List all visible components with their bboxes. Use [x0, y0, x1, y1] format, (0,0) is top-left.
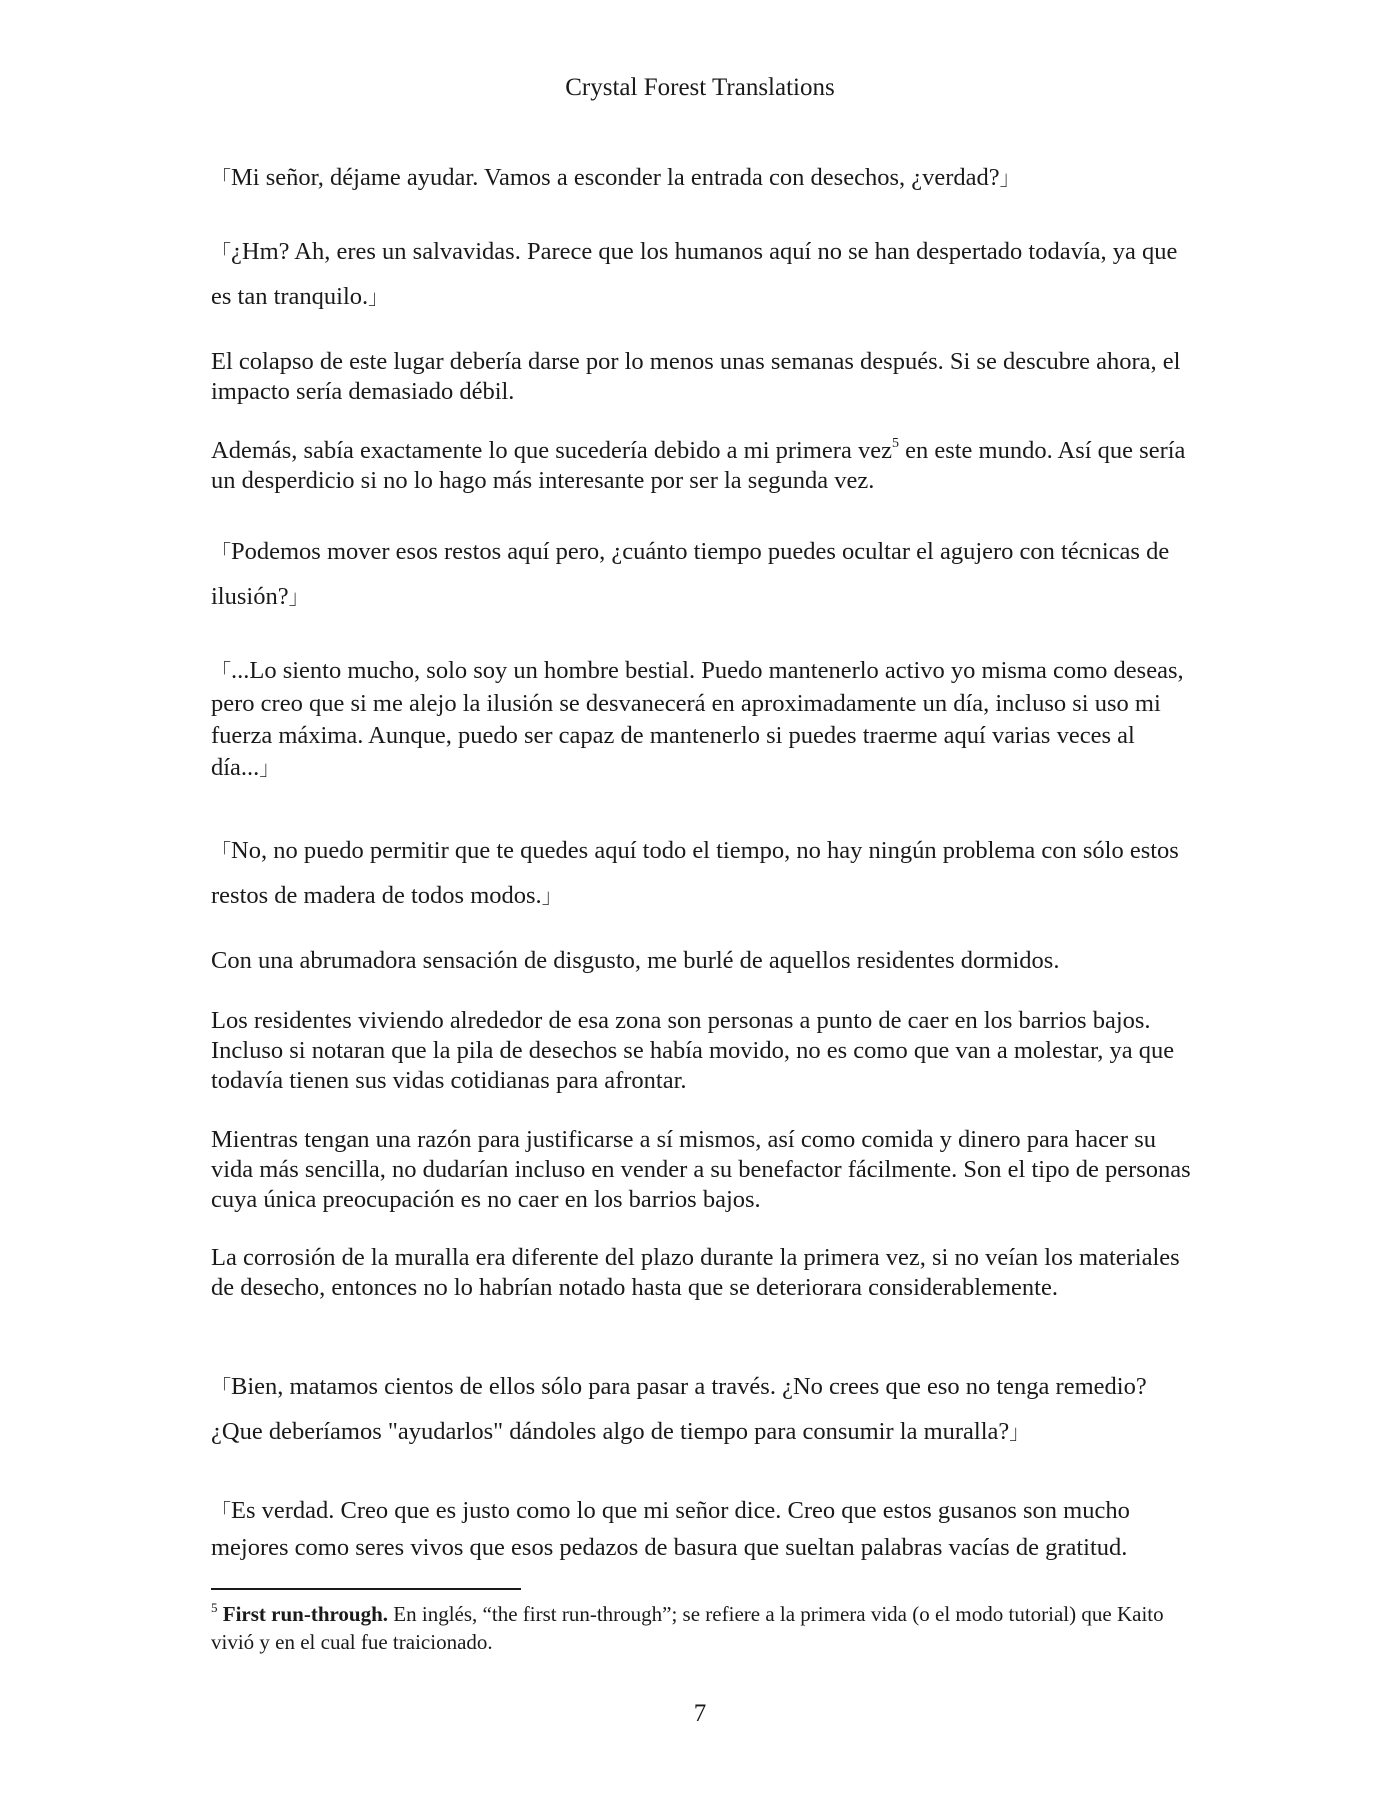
paragraph-text: Bien, matamos cientos de ellos sólo para pasar a través. ¿No crees que eso no tenga remedio? ¿Que deberíamos "ayudarlos" dándoles algo de tiempo para consumir la muralla? — [211, 1373, 1147, 1445]
page-number: 7 — [693, 1700, 707, 1727]
dialogue-paragraph — [211, 163, 1196, 194]
narrative-paragraph: La corrosión de la muralla era diferente del plazo durante la primera vez, si no veían los materiales de desecho, entonces no lo habrían notado hasta que se deteriorara considerablemente. — [211, 1244, 1180, 1301]
dialogue-paragraph — [211, 230, 1196, 320]
narrative-paragraph: Mientras tengan una razón para justificarse a sí mismos, así como comida y dinero para hacer su vida más sencilla, no dudarían incluso en vender a su benefactor fácilmente. Son el tipo de personas cuya única preocupación es no caer en los barrios bajos. — [211, 1126, 1191, 1213]
dialogue-paragraph — [211, 530, 1196, 620]
close-quote-mark: 」 — [259, 758, 280, 780]
open-quote-mark: 「 — [211, 168, 231, 190]
dialogue-paragraph — [211, 655, 1196, 785]
paragraph-text: No, no puedo permitir que te quedes aquí todo el tiempo, no hay ningún problema con sólo estos restos de madera de todos modos. — [211, 837, 1179, 909]
close-quote-mark: 」 — [999, 168, 1020, 190]
open-quote-mark: 「 — [211, 1377, 231, 1399]
narrative-paragraph: El colapso de este lugar debería darse por lo menos unas semanas después. Si se descubre ahora, el impacto sería demasiado débil. — [211, 348, 1181, 405]
narrative-paragraph: Los residentes viviendo alrededor de esa zona son personas a punto de caer en los barrios bajos. Incluso si notaran que la pila de desechos se había movido, no es como que van a molestar, ya que todavía tienen sus vidas cotidianas para afrontar. — [211, 1007, 1175, 1094]
open-quote-mark: 「 — [211, 542, 231, 564]
paragraph-text: Es verdad. Creo que es justo como lo que mi señor dice. Creo que estos gusanos son mucho mejores como seres vivos que esos pedazos de basura que sueltan palabras vacías de gratitud. — [211, 1497, 1130, 1561]
footnote-number: 5 — [211, 1600, 218, 1615]
running-header: Crystal Forest Translations — [565, 74, 835, 101]
close-quote-mark: 」 — [541, 886, 562, 908]
footnote-text: En inglés, “the first run-through”; se refiere a la primera vida (o el modo tutorial) que Kaito vivió y en el cual fue traicionado. — [211, 1602, 1164, 1654]
paragraph-text: Además, sabía exactamente lo que sucedería debido a mi primera vez — [211, 437, 892, 464]
paragraph-text: ¿Hm? Ah, eres un salvavidas. Parece que los humanos aquí no se han despertado todavía, ya que es tan tranquilo. — [211, 238, 1178, 310]
paragraph-text: en este mundo. Así que sería un desperdicio si no lo hago más interesante por ser la segunda vez. — [211, 437, 1186, 494]
close-quote-mark: 」 — [368, 287, 389, 309]
paragraph-text: Podemos mover esos restos aquí pero, ¿cuánto tiempo puedes ocultar el agujero con técnicas de ilusión? — [211, 538, 1170, 610]
footnote-reference: 5 — [891, 436, 899, 451]
open-quote-mark: 「 — [211, 1501, 231, 1523]
open-quote-mark: 「 — [211, 841, 231, 863]
open-quote-mark: 「 — [211, 242, 231, 264]
close-quote-mark: 」 — [288, 587, 309, 609]
dialogue-paragraph — [211, 1365, 1196, 1455]
paragraph-text: ...Lo siento mucho, solo soy un hombre bestial. Puedo mantenerlo activo yo misma como deseas, pero creo que si me alejo la ilusión se desvanecerá en aproximadamente un día, incluso si uso mi fuerza máxima. Aunque, puedo ser capaz de mantenerlo si puedes traerme aquí varias veces al día... — [211, 657, 1184, 781]
narrative-paragraph — [211, 436, 1196, 496]
close-quote-mark: 」 — [1009, 1422, 1030, 1444]
paragraph-text: Mi señor, déjame ayudar. Vamos a esconder la entrada con desechos, ¿verdad? — [231, 164, 1000, 191]
dialogue-paragraph — [211, 1493, 1196, 1566]
open-quote-mark: 「 — [211, 661, 231, 683]
dialogue-paragraph — [211, 829, 1196, 919]
footnote — [211, 1600, 1201, 1656]
footnote-separator — [211, 1588, 521, 1590]
footnote-term: First run-through. — [222, 1602, 389, 1626]
narrative-paragraph: Con una abrumadora sensación de disgusto, me burlé de aquellos residentes dormidos. — [211, 947, 1060, 974]
